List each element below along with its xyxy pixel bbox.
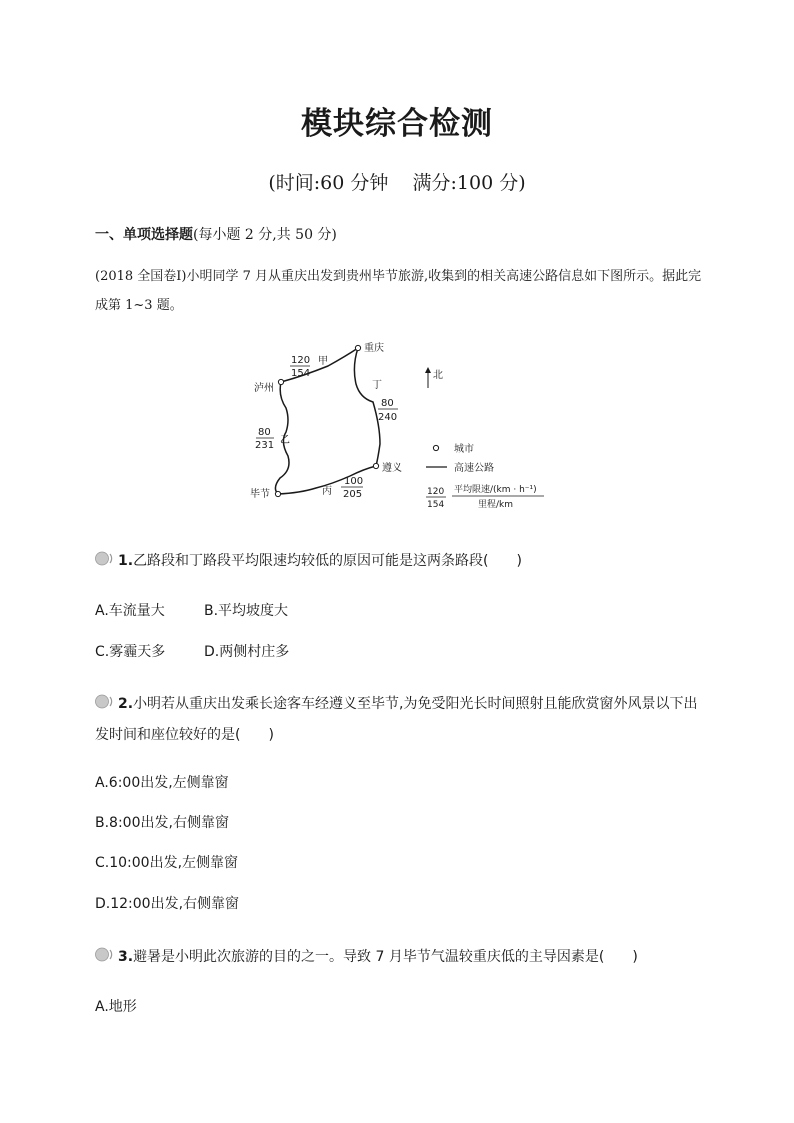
segment-yi-name: 乙 [280, 435, 290, 446]
legend-sample-distance: 154 [427, 500, 445, 510]
question-3-text: 避暑是小明此次旅游的目的之一。导致 7 月毕节气温较重庆低的主导因素是( ) [133, 949, 638, 965]
city-bijie-label: 毕节 [250, 489, 270, 500]
city-zunyi-label: 遵义 [382, 463, 402, 474]
segment-ding-name: 丁 [372, 380, 382, 391]
highway-map [248, 336, 568, 516]
segment-bing-name: 丙 [322, 486, 332, 497]
option-2c[interactable]: C.10:00出发,左侧靠窗 [95, 855, 239, 871]
question-2-text: 小明若从重庆出发乘长途客车经遵义至毕节,为免受阳光长时间照射且能欣赏窗外风景以下出发时间和座位较好的是( ) [95, 696, 698, 743]
segment-jia-speed: 120 [291, 355, 311, 366]
speaker-icon[interactable] [95, 690, 117, 705]
speaker-icon[interactable] [95, 547, 117, 562]
question-2-number: 2. [118, 696, 134, 712]
legend-city-label: 城市 [454, 444, 474, 455]
segment-jia-name: 甲 [318, 356, 328, 367]
north-arrow-icon [425, 367, 431, 373]
city-bijie-marker [275, 491, 280, 496]
city-luzhou-label: 泸州 [254, 383, 274, 394]
section-note: (每小题 2 分,共 50 分) [193, 227, 337, 243]
question-intro: (2018 全国卷Ⅰ)小明同学 7 月从重庆出发到贵州毕节旅游,收集到的相关高速公路信息如下图所示。据此完成第 1~3 题。 [95, 269, 702, 313]
legend-highway-label: 高速公路 [454, 463, 494, 474]
north-label: 北 [433, 370, 443, 381]
option-1a[interactable]: A.车流量大 [95, 603, 165, 619]
question-2 [95, 689, 705, 751]
city-zunyi-marker [373, 463, 378, 468]
segment-ding-speed: 80 [381, 398, 394, 409]
page-title: 模块综合检测 [301, 106, 493, 142]
legend-speed-label: 平均限速/(km · h⁻¹) [454, 485, 537, 495]
option-1c[interactable]: C.雾霾天多 [95, 644, 166, 660]
question-3-number: 3. [118, 949, 134, 965]
section-heading [95, 224, 337, 244]
segment-yi-speed: 80 [258, 427, 271, 438]
legend-sample-speed: 120 [427, 487, 445, 497]
segment-ding-distance: 240 [378, 412, 398, 423]
city-chongqing-label: 重庆 [364, 343, 384, 354]
legend-city-icon [433, 445, 438, 450]
section-title: 一、单项选择题 [95, 227, 193, 243]
question-1-number: 1. [118, 553, 134, 569]
legend-distance-label: 里程/km [478, 500, 514, 510]
page-subtitle: (时间:60 分钟 满分:100 分) [268, 172, 526, 194]
option-2a[interactable]: A.6:00出发,左侧靠窗 [95, 775, 229, 791]
speaker-icon[interactable] [95, 943, 117, 958]
city-luzhou-marker [278, 379, 283, 384]
option-3a[interactable]: A.地形 [95, 999, 137, 1015]
city-chongqing-marker [355, 345, 360, 350]
question-1 [95, 546, 705, 577]
segment-jia-distance: 154 [291, 368, 311, 379]
segment-bing-speed: 100 [344, 476, 364, 487]
segment-yi-distance: 231 [255, 440, 275, 451]
option-1b[interactable]: B.平均坡度大 [204, 603, 289, 619]
question-1-text: 乙路段和丁路段平均限速均较低的原因可能是这两条路段( ) [133, 553, 522, 569]
question-3 [95, 942, 705, 973]
option-1d[interactable]: D.两侧村庄多 [204, 644, 290, 660]
option-2d[interactable]: D.12:00出发,右侧靠窗 [95, 896, 240, 912]
segment-bing-distance: 205 [343, 489, 363, 500]
option-2b[interactable]: B.8:00出发,右侧靠窗 [95, 815, 229, 831]
